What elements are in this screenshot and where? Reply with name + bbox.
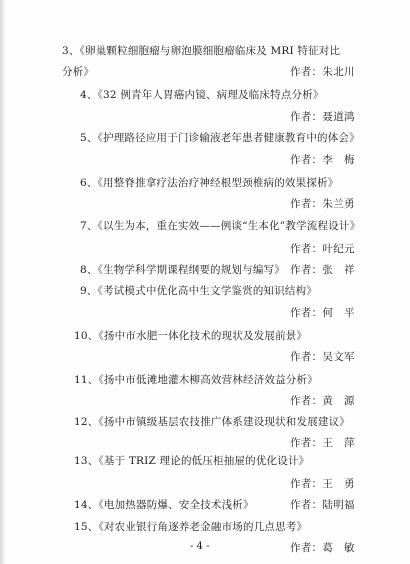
entry-title: 11、《扬中市低滩地灌木柳高效营林经济效益分析》 <box>74 374 318 386</box>
entry-title: 12、《扬中市镇级基层农技推广体系建设现状和发展建议》 <box>74 416 351 428</box>
entry-title: 6、《用整脊推拿疗法治疗神经根型颈椎病的效果探析》 <box>80 177 339 189</box>
entry-author: 作者：李 梅 <box>290 154 355 166</box>
entry-author: 作者：王 勇 <box>290 478 355 490</box>
entry-author: 作者：张 祥 <box>290 264 355 276</box>
entry-author: 作者：朱兰勇 <box>290 198 355 210</box>
entry-title-continued: 分析》 <box>62 66 95 78</box>
entry-author: 作者：陆明福 <box>290 499 355 511</box>
entry-title: 15、《对农业银行角逐养老金融市场的几点思考》 <box>74 521 308 533</box>
entry-author: 作者：朱北川 <box>290 66 355 78</box>
entry-title: 4、《32 例青年人胃癌内镜、病理及临床特点分析》 <box>80 89 324 101</box>
entry-author: 作者：何 平 <box>290 307 355 319</box>
entry-author: 作者：聂道鸿 <box>290 111 355 123</box>
entry-author: 作者：吴文军 <box>290 351 355 363</box>
entry-title: 13、《基于 TRIZ 理论的低压柜抽屉的优化设计》 <box>74 455 310 467</box>
entry-title: 14、《电加热器防爆、安全技术浅析》 <box>74 499 254 511</box>
entry-author: 作者：王 萍 <box>290 437 355 449</box>
entry-title: 7、《以生为本，重在实效——例谈“生本化”教学流程设计》 <box>80 220 361 232</box>
entry-title: 9、《考试模式中优化高中生文学鉴赏的知识结构》 <box>80 285 318 297</box>
entry-author: 作者：黄 源 <box>290 395 355 407</box>
entry-author: 作者：葛 敏 <box>290 542 355 554</box>
entry-title: 5、《护理路径应用于门诊输液老年患者健康教育中的体会》 <box>80 132 360 144</box>
entry-author: 作者：叶纪元 <box>290 243 355 255</box>
page-number: - 4 - <box>190 541 210 552</box>
entry-title: 3、《卵巢颗粒细胞瘤与卵泡膜细胞瘤临床及 MRI 特征对比 <box>62 45 341 57</box>
entry-title: 8、《生物学科学期课程纲要的规划与编写》 <box>80 264 285 276</box>
entry-title: 10、《扬中市水肥一体化技术的现状及发展前景》 <box>74 330 308 342</box>
